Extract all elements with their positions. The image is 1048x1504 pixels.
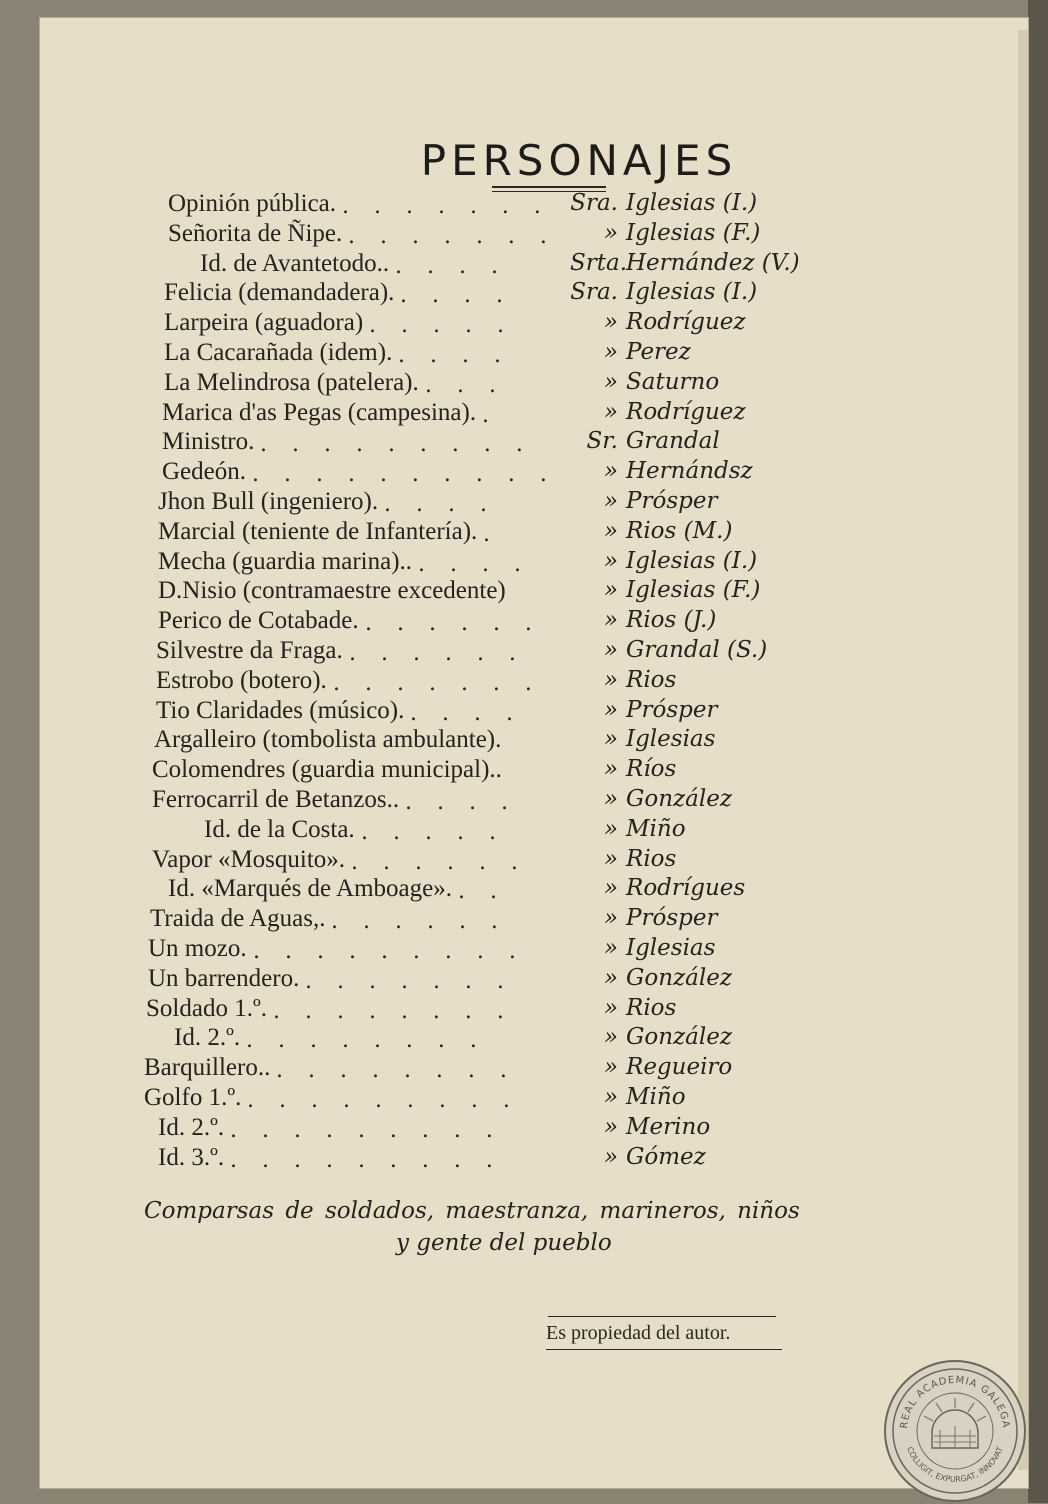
actor-name: Rios (J.) xyxy=(626,607,717,634)
role-name: Gedeón. xyxy=(162,458,246,486)
leader-dots: . . xyxy=(458,879,506,905)
extras-line-2: y gente del pueblo xyxy=(396,1230,612,1256)
role-name: Golfo 1.º. xyxy=(144,1084,242,1111)
title-or-ditto-mark: Srta. xyxy=(570,249,628,276)
actor-entry xyxy=(570,846,676,872)
actor-name: González xyxy=(626,1024,732,1051)
actor-name: Merino xyxy=(626,1113,711,1140)
actor-entry xyxy=(570,279,757,305)
cast-row xyxy=(40,935,1028,965)
title-or-ditto-mark: » xyxy=(603,905,618,932)
role-name: Jhon Bull (ingeniero). xyxy=(158,488,379,515)
actor-entry xyxy=(570,667,676,693)
role-name: Opinión pública. xyxy=(168,190,337,217)
actor-entry xyxy=(570,488,717,514)
seal-top-text: REAL ACADEMIA GALEGA xyxy=(898,1374,1012,1430)
title-or-ditto-mark: » xyxy=(603,607,618,634)
title-or-ditto-mark: » xyxy=(603,1084,618,1110)
role-name: Id. 2.º. xyxy=(174,1024,241,1052)
title-or-ditto-mark: Sra. xyxy=(570,279,618,306)
cast-row xyxy=(40,1084,1028,1114)
actor-entry xyxy=(570,1114,710,1140)
role-name: Id. de Avantetodo.. xyxy=(200,249,390,277)
cast-row xyxy=(40,458,1028,488)
role-name: Felicia (demandadera). xyxy=(164,279,395,307)
actor-entry xyxy=(570,875,745,901)
role-name: Traida de Aguas,. xyxy=(150,905,326,933)
cast-row xyxy=(40,756,1028,786)
extras-line-1: Comparsas de soldados, maestranza, marineros, niños xyxy=(144,1198,800,1224)
leader-dots: . . . . xyxy=(398,343,510,368)
cast-row xyxy=(40,399,1028,429)
cast-row xyxy=(40,875,1028,905)
role-name: D.Nisio (contramaestre excedente) xyxy=(158,577,506,605)
leader-dots: . xyxy=(483,521,499,547)
role-name: La Melindrosa (patelera). xyxy=(164,368,419,396)
actor-entry xyxy=(570,1144,706,1170)
academy-seal-stamp xyxy=(882,1358,1028,1504)
leader-dots: . . . xyxy=(425,372,505,398)
cast-row xyxy=(40,518,1028,548)
document-page xyxy=(40,18,1028,1488)
role-name: Soldado 1.º. xyxy=(146,994,267,1022)
actor-entry xyxy=(570,548,757,574)
actor-name: Saturno xyxy=(626,368,720,395)
actor-name: Iglesias (F.) xyxy=(626,219,761,246)
actor-name: Grandal (S.) xyxy=(626,637,768,663)
actor-name: Rodrígues xyxy=(626,875,746,902)
actor-entry xyxy=(570,726,715,752)
role-name: Id. de la Costa. xyxy=(204,815,355,843)
actor-name: Iglesias (I.) xyxy=(626,279,758,306)
leader-dots: . xyxy=(482,402,498,428)
title-or-ditto-mark: » xyxy=(603,219,618,246)
cast-row xyxy=(40,428,1028,458)
actor-name: Iglesias (I.) xyxy=(626,547,758,574)
cast-row xyxy=(40,846,1028,876)
actor-entry xyxy=(570,428,720,454)
role-name: Marica d'as Pegas (campesina). xyxy=(162,398,477,426)
cast-row xyxy=(40,1054,1028,1084)
leader-dots: . . . . . . . . . xyxy=(230,1117,502,1143)
leader-dots: . . . . . . . . . xyxy=(247,1088,519,1113)
cast-row xyxy=(40,309,1028,339)
cast-row xyxy=(40,697,1028,727)
property-note: Es propiedad del autor. xyxy=(546,1322,782,1350)
cast-row xyxy=(40,1114,1028,1144)
role-name: Mecha (guardia marina).. xyxy=(158,547,413,575)
title-or-ditto-mark: » xyxy=(603,815,618,842)
role-name: La Cacarañada (idem). xyxy=(164,339,393,366)
role-name: Barquillero.. xyxy=(144,1054,271,1082)
role-name: Ministro. xyxy=(162,428,255,456)
actor-entry xyxy=(570,399,746,425)
actor-entry xyxy=(570,577,760,603)
leader-dots: . . . . . . xyxy=(351,849,527,875)
actor-name: Rios xyxy=(626,666,677,693)
role-name: Perico de Cotabade. xyxy=(158,607,359,635)
title-or-ditto-mark: » xyxy=(603,637,618,663)
actor-name: Iglesias xyxy=(626,935,716,961)
cast-row xyxy=(40,279,1028,309)
cast-row xyxy=(40,369,1028,399)
actor-name: Grandal xyxy=(626,428,720,455)
role-name: Vapor «Mosquito». xyxy=(152,845,346,873)
leader-dots: . . . . . . . . xyxy=(276,1058,516,1084)
actor-entry xyxy=(570,190,757,216)
title-or-ditto-mark: » xyxy=(603,964,618,991)
actor-entry xyxy=(570,518,732,544)
actor-name: Miño xyxy=(626,815,686,842)
cast-row xyxy=(40,548,1028,578)
actor-entry xyxy=(570,458,753,484)
actor-name: Regueiro xyxy=(626,1054,733,1081)
title-or-ditto-mark: » xyxy=(603,845,618,872)
role-name: Estrobo (botero). xyxy=(156,666,327,694)
cast-row xyxy=(40,220,1028,250)
cast-row xyxy=(40,667,1028,697)
leader-dots: . . . . . . . xyxy=(333,670,541,696)
title-or-ditto-mark: » xyxy=(603,1054,618,1081)
leader-dots: . . . . xyxy=(405,790,517,815)
cast-row xyxy=(40,1024,1028,1054)
actor-name: Miño xyxy=(626,1084,686,1110)
role-name: Colomendres (guardia municipal).. xyxy=(152,756,502,784)
actor-entry xyxy=(570,995,676,1021)
actor-entry xyxy=(570,607,716,633)
cast-row xyxy=(40,905,1028,935)
leader-dots: . . . . xyxy=(384,492,496,517)
leader-dots: . . . . . . xyxy=(365,611,541,637)
leader-dots: . . . . . xyxy=(369,313,513,339)
title-or-ditto-mark: » xyxy=(603,786,618,812)
actor-entry xyxy=(570,756,676,782)
actor-entry xyxy=(570,1084,686,1110)
leader-dots: . . . . . . . xyxy=(342,194,550,219)
actor-entry xyxy=(570,786,732,812)
actor-entry xyxy=(570,935,715,961)
actor-name: Ríos xyxy=(626,756,677,783)
title-or-ditto-mark: Sra. xyxy=(570,190,618,216)
leader-dots: . . . . . xyxy=(361,819,505,845)
cast-row xyxy=(40,190,1028,220)
cast-row xyxy=(40,577,1028,607)
role-name: Id. 2.º. xyxy=(158,1113,225,1141)
title-or-ditto-mark: » xyxy=(603,309,618,336)
actor-entry xyxy=(570,250,800,276)
actor-name: Prósper xyxy=(626,905,718,932)
role-name: Id. «Marqués de Amboage». xyxy=(168,875,452,903)
actor-name: Iglesias (I.) xyxy=(626,190,758,216)
title-or-ditto-mark: Sr. xyxy=(586,428,618,455)
title-or-ditto-mark: » xyxy=(603,547,618,574)
property-rule xyxy=(548,1316,776,1317)
title-or-ditto-mark: » xyxy=(603,398,618,425)
cast-row xyxy=(40,816,1028,846)
actor-entry xyxy=(570,816,686,842)
title-or-ditto-mark: » xyxy=(603,339,618,365)
actor-name: Rodríguez xyxy=(626,309,746,336)
title-or-ditto-mark: » xyxy=(603,488,618,514)
cast-row xyxy=(40,607,1028,637)
actor-name: Rios (M.) xyxy=(626,517,733,544)
leader-dots: . . . . xyxy=(418,551,530,577)
title-or-ditto-mark: » xyxy=(603,756,618,783)
cast-row xyxy=(40,637,1028,667)
cast-row xyxy=(40,965,1028,995)
role-name: Larpeira (aguadora) xyxy=(164,309,364,337)
leader-dots: . . . . . . . . . xyxy=(260,432,532,458)
actor-entry xyxy=(570,1054,732,1080)
actor-entry xyxy=(570,369,719,395)
title-or-ditto-mark: » xyxy=(603,726,618,753)
actor-entry xyxy=(570,339,691,365)
title-or-ditto-mark: » xyxy=(603,577,618,604)
scan-background-strip xyxy=(1028,0,1048,1503)
leader-dots: . . . . . . . . . . xyxy=(252,462,556,488)
page-title: PERSONAJES xyxy=(420,136,738,185)
title-or-ditto-mark: » xyxy=(603,1024,618,1051)
title-or-ditto-mark: » xyxy=(603,935,618,961)
leader-dots: . . . . . . . xyxy=(348,223,556,249)
cast-row xyxy=(40,250,1028,280)
role-name: Argalleiro (tombolista ambulante). xyxy=(154,726,502,754)
actor-entry xyxy=(570,637,767,663)
role-name: Marcial (teniente de Infantería). xyxy=(158,517,478,545)
actor-entry xyxy=(570,965,732,991)
seal-bottom-text: COLLIGIT, EXPURGAT, INNOVAT xyxy=(905,1445,1005,1485)
actor-name: Perez xyxy=(626,339,691,365)
title-or-ditto-mark: » xyxy=(603,368,618,395)
actor-entry xyxy=(570,905,717,931)
actor-entry xyxy=(570,1024,732,1050)
extras-note xyxy=(144,1198,904,1256)
actor-entry xyxy=(570,309,746,335)
actor-name: Gómez xyxy=(626,1143,706,1170)
leader-dots: . . . . xyxy=(410,700,522,726)
leader-dots: . . . . . . xyxy=(331,909,507,935)
title-or-ditto-mark: » xyxy=(603,875,618,902)
leader-dots: . . . . xyxy=(395,253,507,279)
actor-name: González xyxy=(626,786,732,812)
leader-dots: . . . . xyxy=(400,283,512,309)
role-name: Un barrendero. xyxy=(148,964,300,992)
leader-dots: . . . . . . . . . xyxy=(253,939,525,964)
role-name: Id. 3.º. xyxy=(158,1143,225,1171)
role-name: Ferrocarril de Betanzos.. xyxy=(152,786,400,813)
actor-name: Hernández (V.) xyxy=(626,249,800,276)
title-or-ditto-mark: » xyxy=(603,1143,618,1170)
cast-row xyxy=(40,995,1028,1025)
title-or-ditto-mark: » xyxy=(603,517,618,544)
role-name: Silvestre da Fraga. xyxy=(156,637,343,664)
role-name: Tio Claridades (músico). xyxy=(156,696,405,724)
actor-name: Rios xyxy=(626,994,677,1021)
actor-entry xyxy=(570,220,760,246)
actor-name: Rodríguez xyxy=(626,398,746,425)
leader-dots: . . . . . . . . . xyxy=(230,1147,502,1173)
role-name: Señorita de Ñipe. xyxy=(168,219,343,247)
actor-name: Hernándsz xyxy=(626,458,753,485)
page-edge xyxy=(1018,30,1028,1470)
actor-entry xyxy=(570,697,717,723)
cast-row xyxy=(40,786,1028,816)
actor-name: Prósper xyxy=(626,696,718,723)
role-name: Un mozo. xyxy=(148,935,247,962)
leader-dots: . . . . . . . . xyxy=(246,1028,486,1054)
leader-dots: . . . . . . . xyxy=(305,968,513,994)
title-or-ditto-mark: » xyxy=(603,994,618,1021)
cast-row xyxy=(40,1144,1028,1174)
actor-name: González xyxy=(626,964,732,991)
title-or-ditto-mark: » xyxy=(603,458,618,485)
title-or-ditto-mark: » xyxy=(603,666,618,693)
cast-row xyxy=(40,726,1028,756)
actor-name: Iglesias (F.) xyxy=(626,577,761,604)
title-or-ditto-mark: » xyxy=(603,1113,618,1140)
cast-row xyxy=(40,339,1028,369)
actor-name: Prósper xyxy=(626,488,718,514)
actor-name: Rios xyxy=(626,845,677,872)
actor-name: Iglesias xyxy=(626,726,716,753)
leader-dots: . . . . . . xyxy=(349,641,525,666)
leader-dots: . . . . . . . . xyxy=(273,998,513,1024)
title-or-ditto-mark: » xyxy=(603,696,618,723)
cast-row xyxy=(40,488,1028,518)
